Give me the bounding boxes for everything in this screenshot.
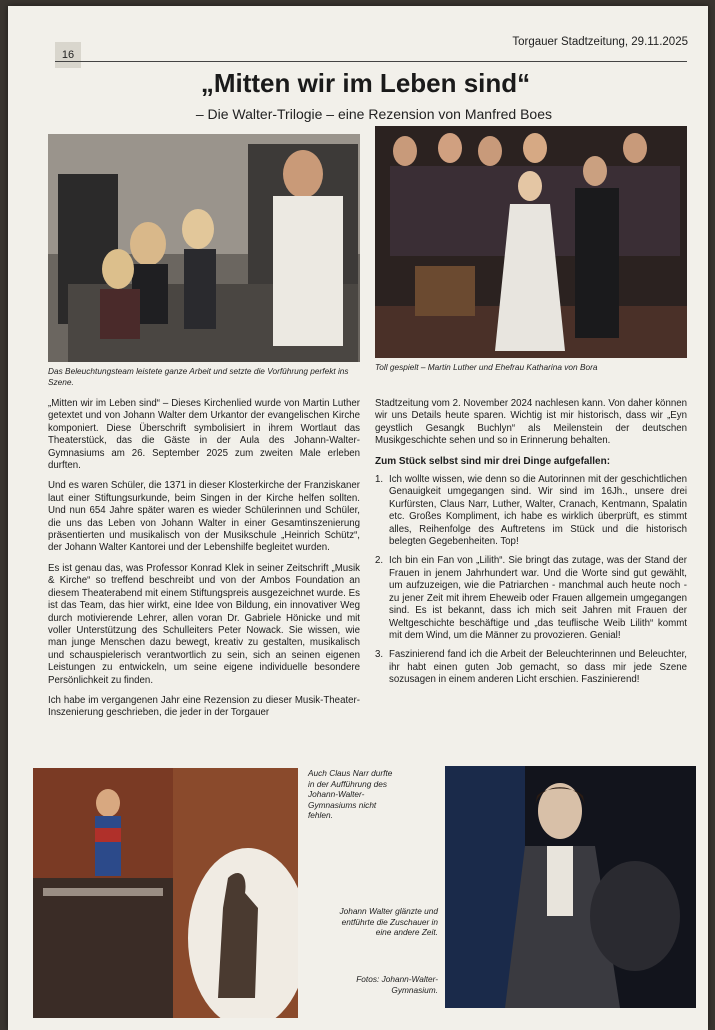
list-item-number: 2. xyxy=(375,555,384,567)
list-item-text: Ich bin ein Fan von „Lilith“. Sie bringt das zutage, was der Stand der Frauen in jenem Jahrhundert war. Und die Worte sind gut gewählt, um aufzuzeigen, wie die Patriarchen - manchmal auch heute noch - zu jener Zeit mit ihrem Eheweib oder Frauen allgemein umgegangen sind. Es ist bekannt, dass ich mich seit Jahren mit Frauen der Weltgeschichte beschäftige und „das teuflische Weib Lilith“ kommt mit dem Wind, um die Männer zu provozieren. Genial! xyxy=(389,555,687,641)
photo-luther-katharina xyxy=(375,126,687,358)
paragraph-2: Und es waren Schüler, die 1371 in dieser Klosterkirche der Franziskaner laut einer Stiftungsurkunde, beim Singen in der Kirche helfen sollten. Und nun 654 Jahre später waren es wieder Schülerinnen und Schüler, die uns das Leben von Johann Walter in einer Gesamtinszenierung präsentierten und musikalisch von der Musikschule „Heinrich Schütz“, der Johann Walter Kantorei und der Lebenshilfe begleitet wurden. xyxy=(48,480,360,554)
caption-photo-3: Auch Claus Narr durfte in der Aufführung des Johann-Walter-Gymnasiums nicht fehlen. xyxy=(308,768,393,820)
page-number: 16 xyxy=(55,42,81,68)
article-subtitle: – Die Walter-Trilogie – eine Rezension von Manfred Boes xyxy=(195,106,552,122)
list-item-text: Ich wollte wissen, wie denn so die Autorinnen mit der geschichtlichen Genauigkeit umgegangen sind. Wir sind im 16Jh., unsere drei Kurfürsten, Claus Narr, Luther, Walter, Cranach, Kentmann, Spalatin etc. Großes Kompliment, ich habe es wirklich überprüft, es stimmt alles, Reihenfolge des Auftretens im Stück und die historisch belegten Gegebenheiten. Top! xyxy=(389,474,687,548)
list-item-number: 3. xyxy=(375,649,384,661)
photo-lighting-team xyxy=(48,134,360,362)
header-rule xyxy=(55,61,687,62)
left-column xyxy=(48,398,360,728)
list-item-text: Faszinierend fand ich die Arbeit der Beleuchterinnen und Beleuchter, ihr habt einen guten Job gemacht, so dass mir jede Szene sozusagen in einem anderen Licht erschien. Faszinierend! xyxy=(389,649,687,686)
newspaper-page xyxy=(8,6,708,1030)
list-item xyxy=(375,474,687,548)
list-item xyxy=(375,555,687,642)
section-subheading: Zum Stück selbst sind mir drei Dinge aufgefallen: xyxy=(375,455,611,467)
article-title: „Mitten wir im Leben sind“ xyxy=(200,68,531,98)
paragraph-intro: Stadtzeitung vom 2. November 2024 nachlesen kann. Von daher können wir uns Details heute sparen. Wichtig ist mir historisch, dass wir „Eyn geystlich Gesangk Buchlyn“ als Meilenstein der deutschen Musikgeschichte sehen und so in Erinnerung behalten. xyxy=(375,398,687,447)
photo-credit: Fotos: Johann-Walter-Gymnasium. xyxy=(356,974,438,995)
caption-photo-1: Das Beleuchtungsteam leistete ganze Arbeit und setzte die Vorführung perfekt ins Szene. xyxy=(48,366,349,387)
observations-list xyxy=(375,474,687,687)
paragraph-1: „Mitten wir im Leben sind“ – Dieses Kirchenlied wurde von Martin Luther getextet und von Johann Walter dem Urkantor der evangelischen Kirche komponiert. Diese Überschrift symbolisiert in ihrem Wortlaut das Theaterstück, das die Gäste in der Aula des Johann-Walter-Gymnasiums am 26. September 2025 zum zweiten Male erleben durften. xyxy=(48,398,360,472)
list-item xyxy=(375,649,687,686)
paragraph-4: Ich habe im vergangenen Jahr eine Rezension zu dieser Musik-Theater-Inszenierung geschrieben, die jeder in der Torgauer xyxy=(48,694,360,719)
list-item-number: 1. xyxy=(375,474,384,486)
right-column xyxy=(375,398,687,694)
caption-photo-2: Toll gespielt – Martin Luther und Ehefrau Katharina von Bora xyxy=(375,362,598,372)
photo-claus-narr xyxy=(33,768,298,1018)
paragraph-3: Es ist genau das, was Professor Konrad Klek in seiner Zeitschrift „Musik & Kirche“ so treffend beschreibt und von der Ambos Foundation an diesem Theaterabend mit einem Stiftungspreis ausgezeichnet wurde. Es ist das Team, das hier wirkt, eine Idee von Bildung, ein innovativer Weg durch motivierende Lehrer, allen voran Dr. Gabriele Hönicke und mit voller Unterstützung des Schulleiters Peter Nowack. Sie wissen, wie man junge Menschen dazu bewegt, kreativ zu gestalten, musikalisch und schauspielerisch verantwortlich zu sein, sich an seinen eigenen Leistungen zu entwickeln, um seine eigene individuelle besondere Persönlichkeit zu finden. xyxy=(48,562,360,686)
caption-photo-4: Johann Walter glänzte und entführte die Zuschauer in eine andere Zeit. xyxy=(339,906,438,937)
photo-johann-walter xyxy=(445,766,696,1008)
newspaper-masthead: Torgauer Stadtzeitung, 29.11.2025 xyxy=(512,36,688,48)
